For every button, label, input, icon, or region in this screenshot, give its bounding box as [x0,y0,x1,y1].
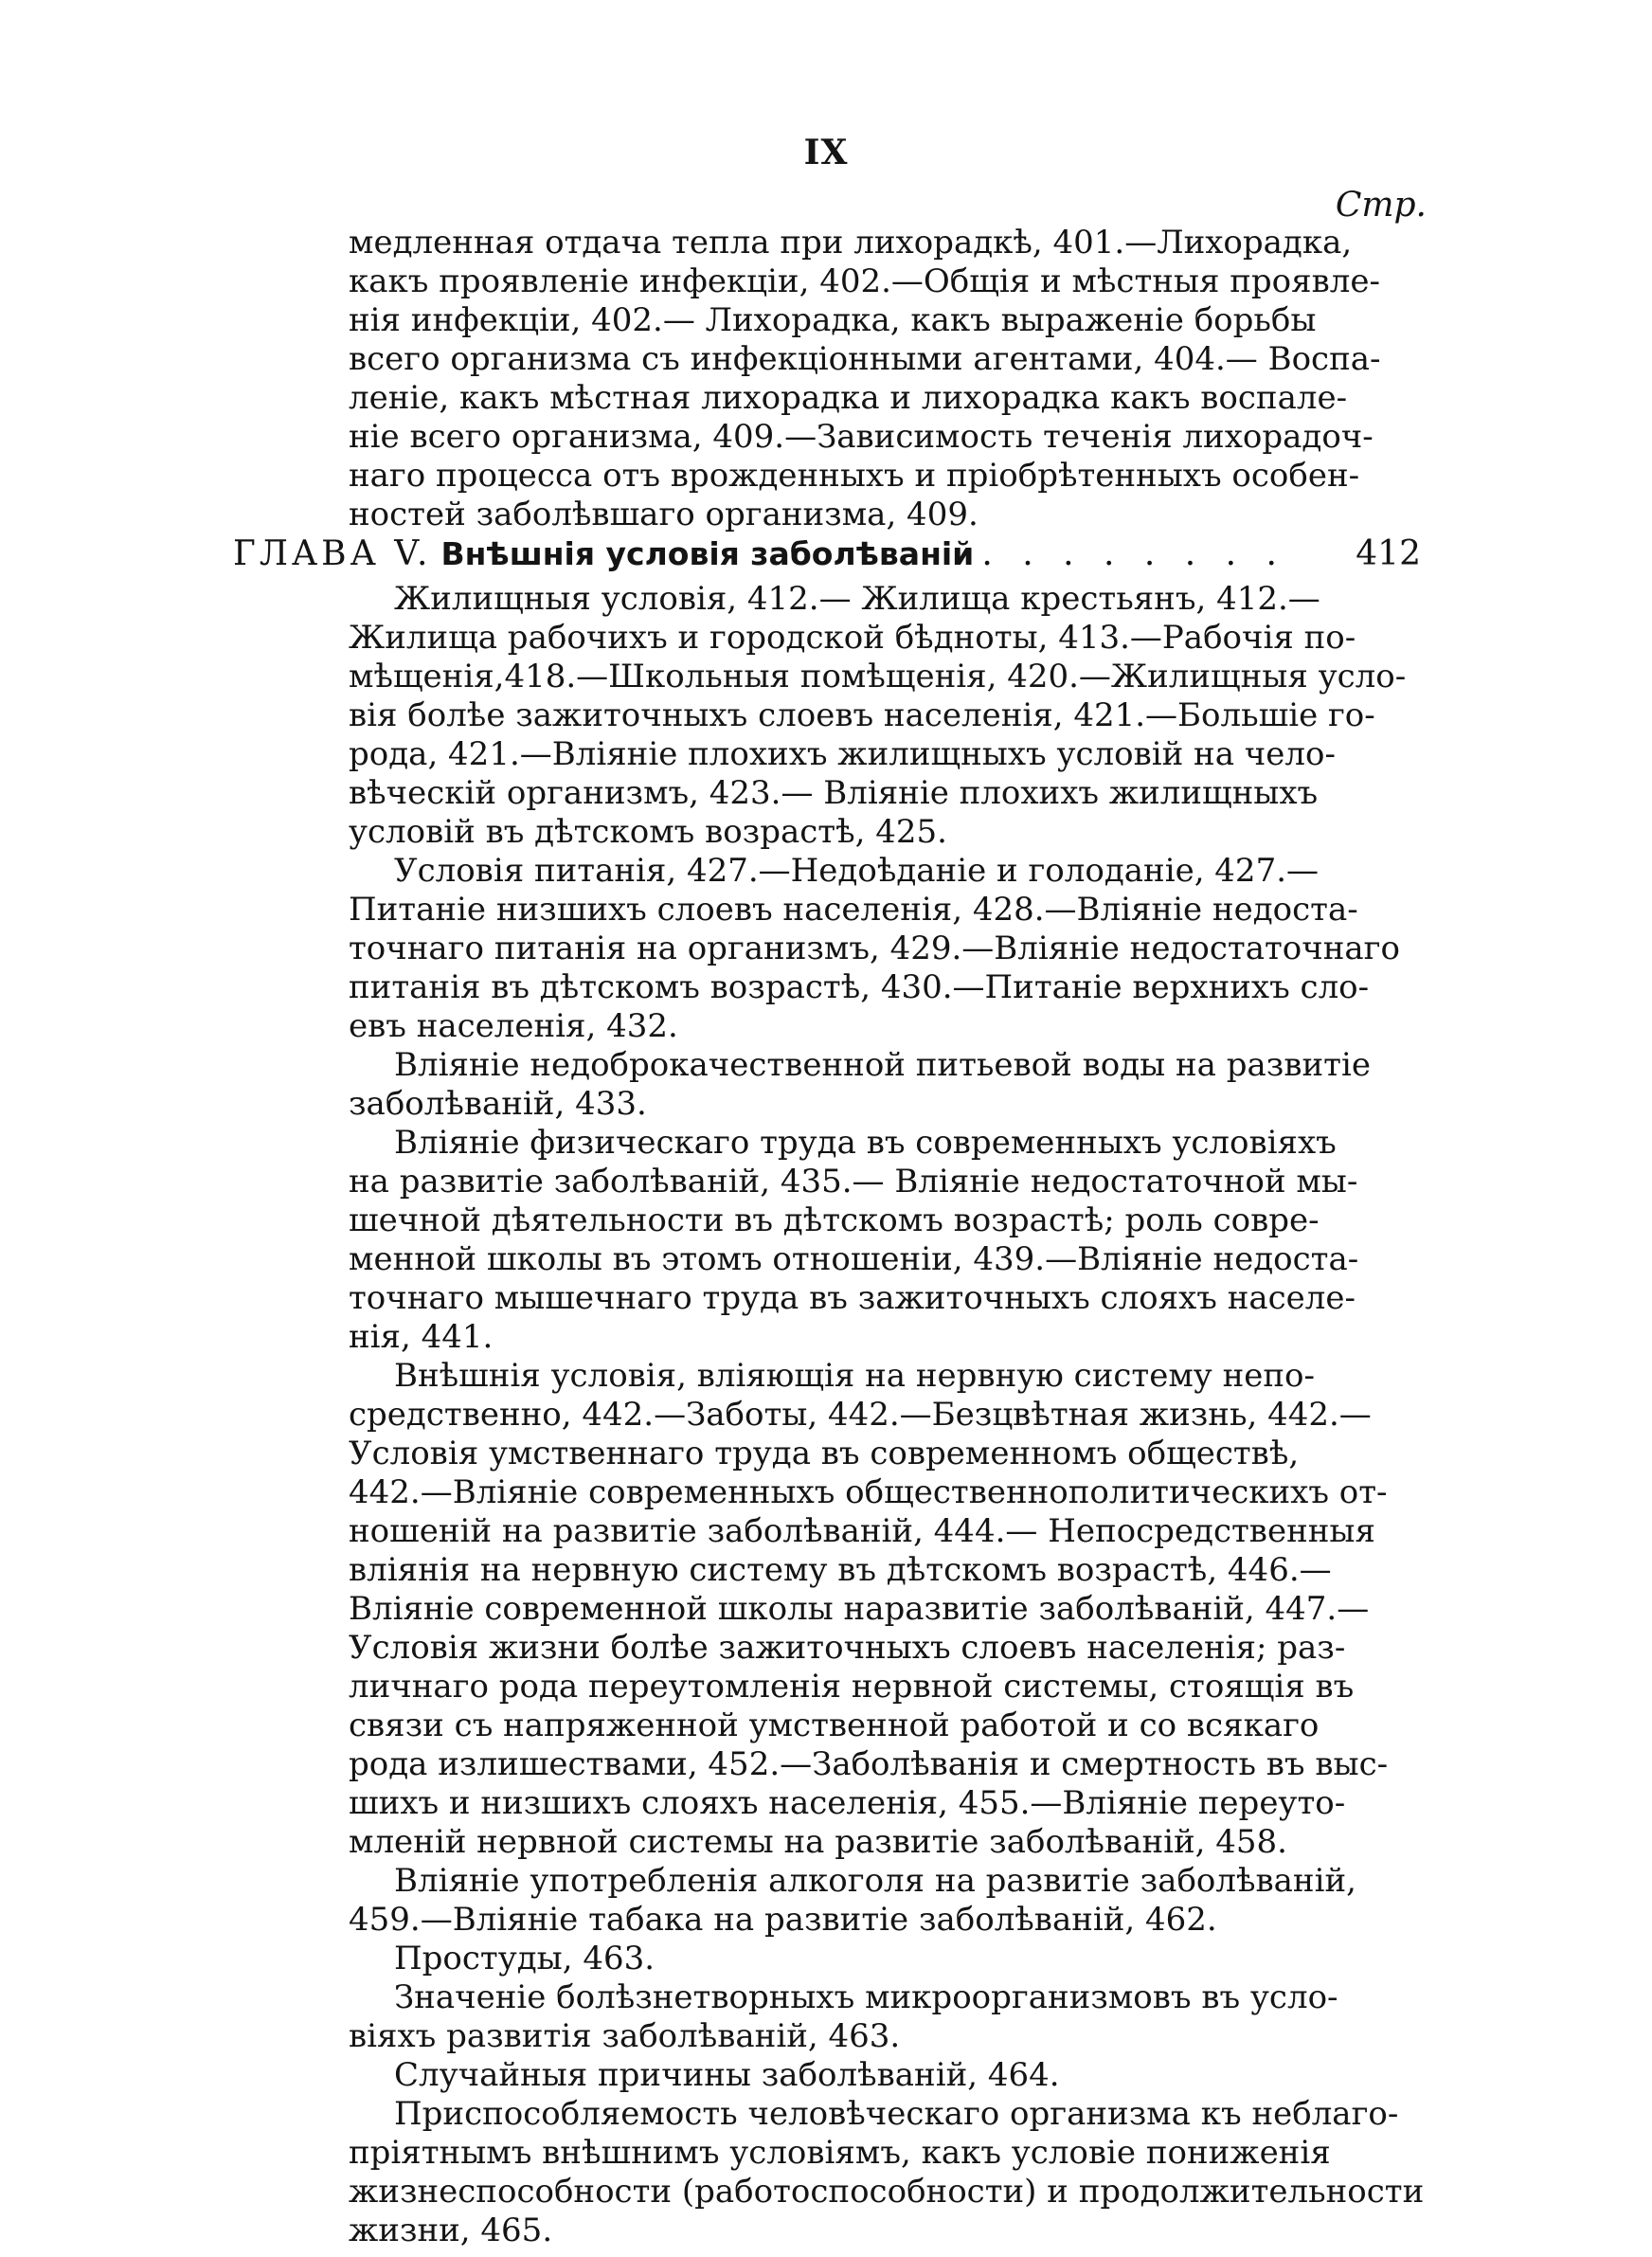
text-line: ностей заболѣвшаго организма, 409. [349,496,979,533]
text-line: медленная отдача тепла при лихорадкѣ, 401.—Лихорадка, [349,224,1353,262]
text-line: вѣческій организмъ, 423.— Вліяніе плохихъ жилищныхъ [349,774,1319,812]
text-line: 459.—Вліяніе табака на развитіе заболѣваній, 462. [349,1901,1217,1939]
text-line: ніе всего организма, 409.—Зависимость теченія лихорадоч- [349,418,1374,456]
chapter-label: ГЛАВА V. [233,534,432,573]
text-line: всего организма съ инфекціонными агентами, 404.— Воспа- [349,340,1381,378]
text-line: точнаго мышечнаго труда въ зажиточныхъ слояхъ населе- [349,1279,1356,1317]
text-line: Питаніе низшихъ слоевъ населенія, 428.—Вліяніе недоста- [349,891,1358,929]
text-line: Вліяніе недоброкачественной питьевой воды на развитіе [394,1046,1371,1084]
text-line: Жилища рабочихъ и городской бѣдноты, 413.—Рабочія по- [349,619,1356,657]
text-line: нія инфекціи, 402.— Лихорадка, какъ выраженіе борьбы [349,301,1317,339]
text-line: жизнеспособности (работоспособности) и продолжительности [349,2173,1425,2211]
text-line: Условія умственнаго труда въ современномъ обществѣ, [349,1435,1300,1472]
text-line: шечной дѣятельности въ дѣтскомъ возрастѣ; роль совре- [349,1201,1320,1239]
column-header: Стр. [1335,186,1427,225]
text-line: какъ проявленіе инфекціи, 402.—Общія и мѣстныя проявле- [349,262,1380,300]
text-line: Жилищныя условія, 412.— Жилища крестьянъ, 412.— [394,580,1320,618]
text-line: на развитіе заболѣваній, 435.— Вліяніе недостаточной мы- [349,1163,1358,1201]
text-line: средственно, 442.—Заботы, 442.—Безцвѣтная жизнь, 442.— [349,1396,1372,1434]
text-line: личнаго рода переутомленія нервной системы, стоящія въ [349,1668,1355,1706]
text-line: вліянія на нервную систему въ дѣтскомъ возрастѣ, 446.— [349,1551,1332,1589]
text-line: Значеніе болѣзнетворныхъ микроорганизмовъ въ усло- [394,1978,1338,2016]
chapter-leader-dots: . . . . . . . . [981,534,1286,573]
text-line: наго процесса отъ врожденныхъ и пріобрѣтенныхъ особен- [349,457,1360,495]
text-line: вія болѣе зажиточныхъ слоевъ населенія, 421.—Большіе го- [349,696,1375,734]
text-line: питанія въ дѣтскомъ возрастѣ, 430.—Питаніе верхнихъ сло- [349,968,1370,1006]
page-number: IX [803,133,849,172]
intro-paragraph [349,224,1381,534]
chapter-page-ref: 412 [1356,534,1421,573]
text-line: пріятнымъ внѣшнимъ условіямъ, какъ условіе пониженія [349,2134,1331,2172]
text-line: условій въ дѣтскомъ возрастѣ, 425. [349,813,947,851]
text-line: Условія питанія, 427.—Недоѣданіе и голоданіе, 427.— [394,852,1320,890]
text-line: мѣщенія,418.—Школьныя помѣщенія, 420.—Жилищныя усло- [349,658,1407,695]
text-line: Приспособляемость человѣческаго организма къ неблаго- [394,2095,1399,2133]
text-line: шихъ и низшихъ слояхъ населенія, 455.—Вліяніе переуто- [349,1784,1346,1822]
text-line: рода излишествами, 452.—Заболѣванія и смертность въ выс- [349,1745,1389,1783]
text-line: жизни, 465. [349,2212,553,2249]
text-line: Вліяніе современной школы наразвитіе заболѣваній, 447.— [349,1590,1370,1628]
text-line: связи съ напряженной умственной работой и со всякаго [349,1706,1320,1744]
text-line: ношеній на развитіе заболѣваній, 444.— Непосредственныя [349,1512,1375,1550]
text-line: Вліяніе употребленія алкоголя на развитіе заболѣваній, [394,1862,1356,1900]
text-line: Простуды, 463. [394,1940,655,1977]
text-line: 442.—Вліяніе современныхъ общественнополитическихъ от- [349,1473,1388,1511]
text-line: точнаго питанія на организмъ, 429.—Вліяніе недостаточнаго [349,930,1400,967]
text-line: Внѣшнія условія, вліяющія на нервную систему непо- [394,1357,1315,1395]
text-line: віяхъ развитія заболѣваній, 463. [349,2017,901,2055]
text-line: мленій нервной системы на развитіе заболѣваній, 458. [349,1823,1287,1861]
text-line: Вліяніе физическаго труда въ современныхъ условіяхъ [394,1124,1337,1162]
text-line: Случайныя причины заболѣваній, 464. [394,2056,1060,2094]
text-line: заболѣваній, 433. [349,1085,647,1123]
chapter-contents [349,580,1425,2250]
chapter-heading [233,531,1421,578]
text-line: менной школы въ этомъ отношеніи, 439.—Вліяніе недоста- [349,1240,1359,1278]
chapter-title: Внѣшнія условія заболѣваній [440,535,975,572]
text-line: Условія жизни болѣе зажиточныхъ слоевъ населенія; раз- [349,1629,1346,1667]
text-line: нія, 441. [349,1318,494,1356]
text-line: леніе, какъ мѣстная лихорадка и лихорадка какъ воспале- [349,379,1348,417]
text-line: евъ населенія, 432. [349,1007,678,1045]
text-line: рода, 421.—Вліяніе плохихъ жилищныхъ условій на чело- [349,735,1336,773]
